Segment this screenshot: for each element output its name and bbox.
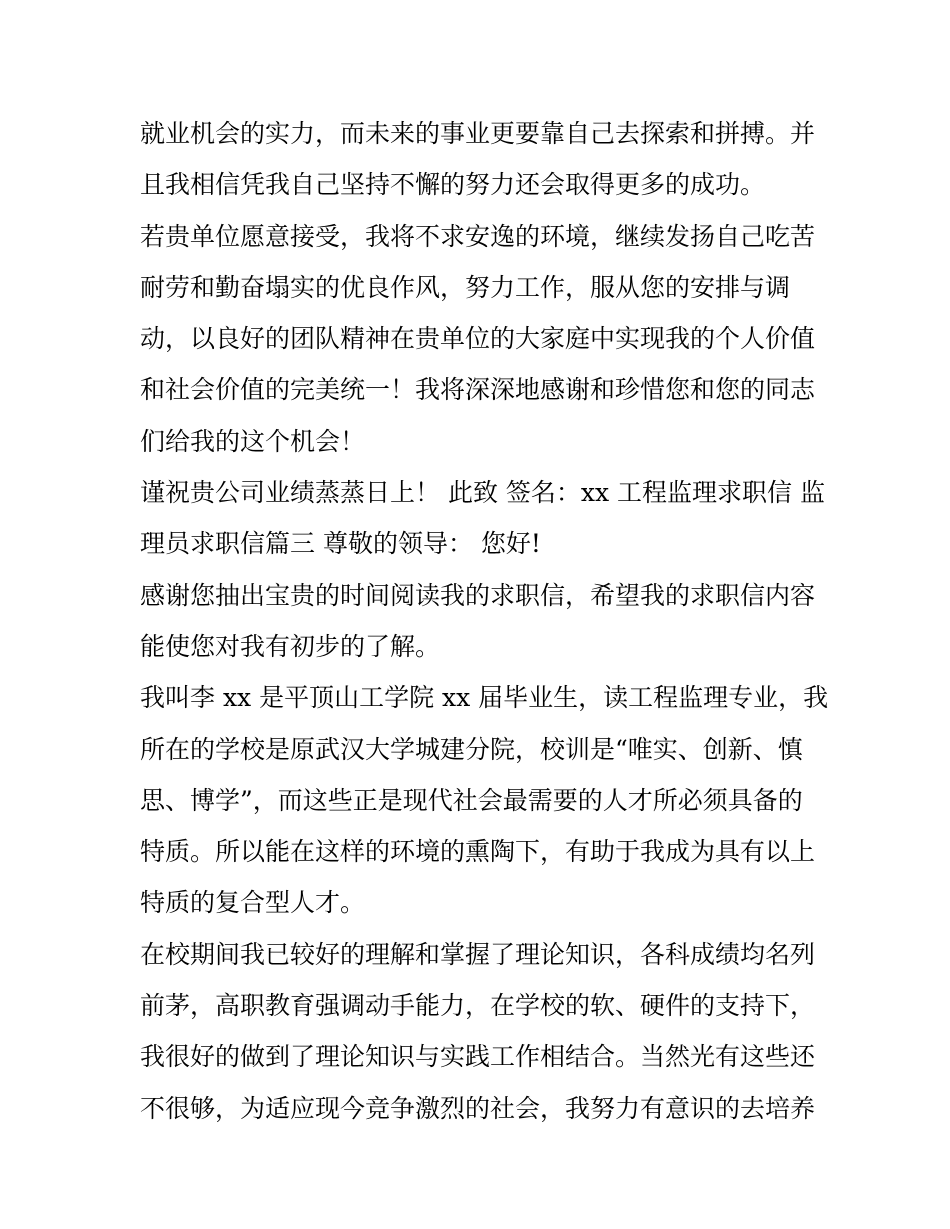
- text-line-10: 感谢您抽出宝贵的时间阅读我的求职信，希望我的求职信内容: [140, 580, 816, 610]
- text-line-12: 我叫李 xx 是平顶山工学院 xx 届毕业生，读工程监理专业，我: [140, 683, 829, 713]
- text-line-20: 不很够，为适应现今竞争激烈的社会，我努力有意识的去培养: [140, 1093, 816, 1123]
- text-line-9: 理员求职信篇三 尊敬的领导： 您好!: [140, 529, 541, 559]
- text-line-8: 谨祝贵公司业绩蒸蒸日上！ 此致 签名：xx 工程监理求职信 监: [140, 478, 825, 508]
- text-line-15: 特质。所以能在这样的环境的熏陶下，有助于我成为具有以上: [140, 837, 816, 867]
- text-line-1: 就业机会的实力，而未来的事业更要靠自己去探索和拼搏。并: [140, 119, 816, 148]
- text-line-19: 我很好的做到了理论知识与实践工作相结合。当然光有这些还: [140, 1042, 816, 1072]
- letter-body: [140, 108, 829, 1134]
- text-line-2: 且我相信凭我自己坚持不懈的努力还会取得更多的成功。: [140, 170, 766, 200]
- text-line-3: 若贵单位愿意接受，我将不求安逸的环境，继续发扬自己吃苦: [140, 221, 816, 251]
- text-line-17: 在校期间我已较好的理解和掌握了理论知识，各科成绩均名列: [140, 939, 816, 969]
- text-line-7: 们给我的这个机会！: [140, 426, 366, 456]
- text-line-4: 耐劳和勤奋塌实的优良作风，努力工作，服从您的安排与调: [140, 272, 791, 302]
- text-line-16: 特质的复合型人才。: [140, 888, 366, 918]
- text-line-11: 能使您对我有初步的了解。: [140, 631, 441, 661]
- text-line-5: 动，以良好的团队精神在贵单位的大家庭中实现我的个人价值: [140, 324, 816, 354]
- text-line-14: 思、博学”，而这些正是现代社会最需要的人才所必须具备的: [140, 785, 803, 815]
- text-line-13: 所在的学校是原武汉大学城建分院，校训是“唯实、创新、慎: [140, 734, 803, 764]
- text-line-18: 前茅，高职教育强调动手能力，在学校的软、硬件的支持下，: [140, 991, 816, 1021]
- text-line-6: 和社会价值的完美统一！我将深深地感谢和珍惜您和您的同志: [140, 375, 816, 405]
